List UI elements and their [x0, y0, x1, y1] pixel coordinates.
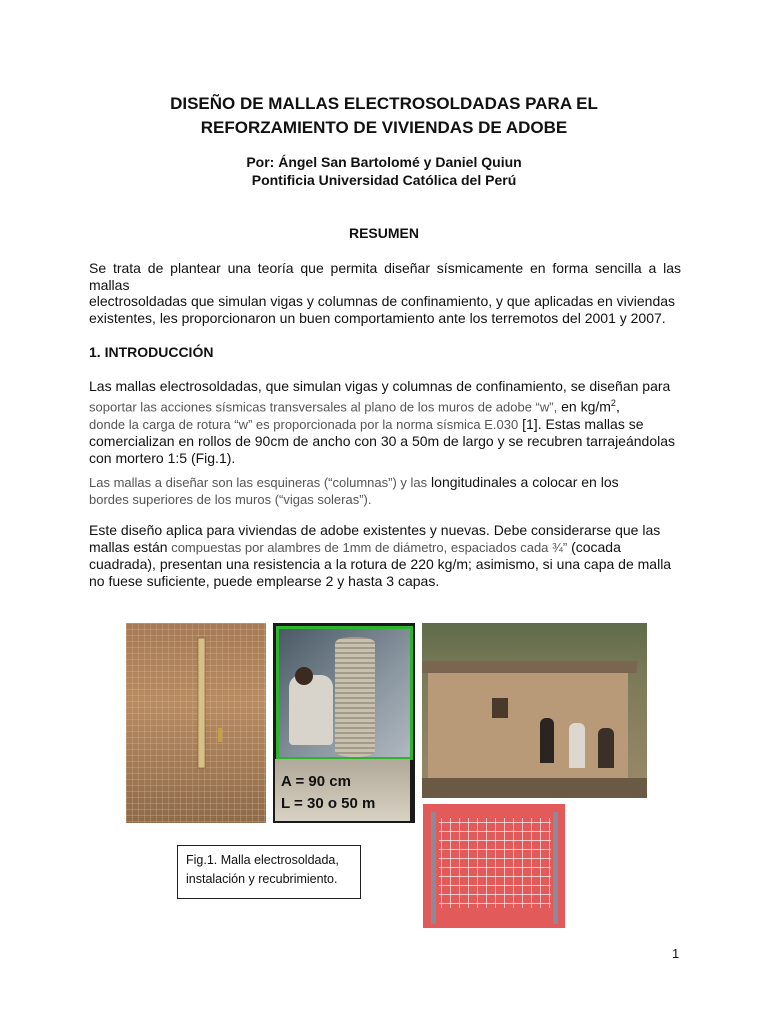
- caption-line: instalación y recubrimiento.: [186, 872, 338, 886]
- text-span: soportar las acciones sísmicas transversales al plano de los muros de adobe “w”,: [89, 399, 558, 415]
- photo-adobe-house: [422, 623, 647, 798]
- person-icon: [569, 723, 585, 768]
- caption-line: Fig.1. Malla electrosoldada,: [186, 853, 339, 867]
- abstract-line: existentes, les proporcionaron un buen comportamiento ante los terremotos del 2001 y 2007.: [89, 309, 666, 326]
- photo-wall-mesh: [126, 623, 266, 823]
- person-icon: [598, 728, 614, 768]
- roll-length-label: L = 30 o 50 m: [281, 795, 376, 812]
- photo-frame: [276, 626, 413, 760]
- person-icon: [540, 718, 554, 763]
- roll-width-label: A = 90 cm: [281, 773, 351, 790]
- abstract-paragraph: [89, 260, 681, 326]
- section-heading-introduccion: 1. INTRODUCCIÓN: [89, 344, 214, 360]
- text-span: ,: [615, 398, 620, 415]
- intro-paragraph-3: [89, 522, 681, 589]
- paragraph-line: cuadrada), presentan una resistencia a la rotura de 220 kg/m; asimismo, si una capa de malla: [89, 556, 672, 572]
- paragraph-line: no fuese suficiente, puede emplearse 2 y hasta 3 capas.: [89, 572, 440, 589]
- paragraph-line: con mortero 1:5 (Fig.1).: [89, 449, 236, 466]
- intro-paragraph-2: [89, 474, 681, 508]
- authors-line: Por: Ángel San Bartolomé y Daniel Quiun: [246, 154, 522, 170]
- text-span: [1]. Estas mallas se: [518, 415, 644, 432]
- mesh-roll-icon: [335, 637, 375, 757]
- title-line-2: REFORZAMIENTO DE VIVIENDAS DE ADOBE: [200, 118, 568, 137]
- worker-head-icon: [295, 667, 313, 685]
- paragraph-line: [89, 539, 681, 557]
- mesh-sample-icon: [423, 804, 565, 928]
- abstract-line: Se trata de plantear una teoría que permita diseñar sísmicamente en forma sencilla a las mallas: [89, 260, 681, 293]
- text-span: donde la carga de rotura “w” es proporcionada por la norma sísmica E.030: [89, 416, 519, 432]
- paragraph-line: bordes superiores de los muros (“vigas soleras”).: [89, 491, 372, 507]
- paragraph-line: [89, 474, 681, 492]
- house-roof-icon: [422, 661, 637, 673]
- abstract-line: electrosoldadas que simulan vigas y columnas de confinamiento, y que aplicadas en viviendas: [89, 293, 676, 309]
- photo-mesh-sample: [423, 804, 565, 928]
- worker-figure-icon: [289, 675, 333, 745]
- paragraph-line: [89, 395, 681, 416]
- superscript: 2: [610, 397, 616, 408]
- page-number: 1: [672, 946, 680, 961]
- title-line-1: DISEÑO DE MALLAS ELECTROSOLDADAS PARA EL: [170, 94, 598, 113]
- figure-caption: [177, 845, 361, 899]
- house-window-icon: [492, 698, 508, 718]
- text-span: (cocada: [567, 538, 621, 555]
- text-span: compuestas por alambres de 1mm de diámetro, espaciados cada ¾”: [167, 539, 568, 555]
- abstract-heading: RESUMEN: [348, 225, 419, 241]
- ground-icon: [422, 778, 647, 798]
- text-span: longitudinales a colocar en los: [427, 474, 619, 490]
- paragraph-line: Este diseño aplica para viviendas de adobe existentes y nuevas. Debe considerarse que las: [89, 522, 661, 538]
- paragraph-line: comercializan en rollos de 90cm de ancho con 30 a 50m de largo y se recubren tarrajeándolas: [89, 433, 676, 450]
- affiliation-line: Pontificia Universidad Católica del Perú: [251, 172, 517, 188]
- mesh-pattern-icon: [126, 623, 266, 823]
- intro-paragraph-1: [89, 378, 681, 466]
- text-span: en kg/m: [557, 398, 611, 415]
- text-span: mallas están: [89, 538, 168, 555]
- paragraph-line: Las mallas electrosoldadas, que simulan vigas y columnas de confinamiento, se diseñan para: [89, 378, 671, 394]
- photo-mesh-roll: [273, 623, 415, 823]
- paragraph-line: [89, 416, 681, 434]
- text-span: Las mallas a diseñar son las esquineras (“columnas”) y las: [89, 475, 428, 490]
